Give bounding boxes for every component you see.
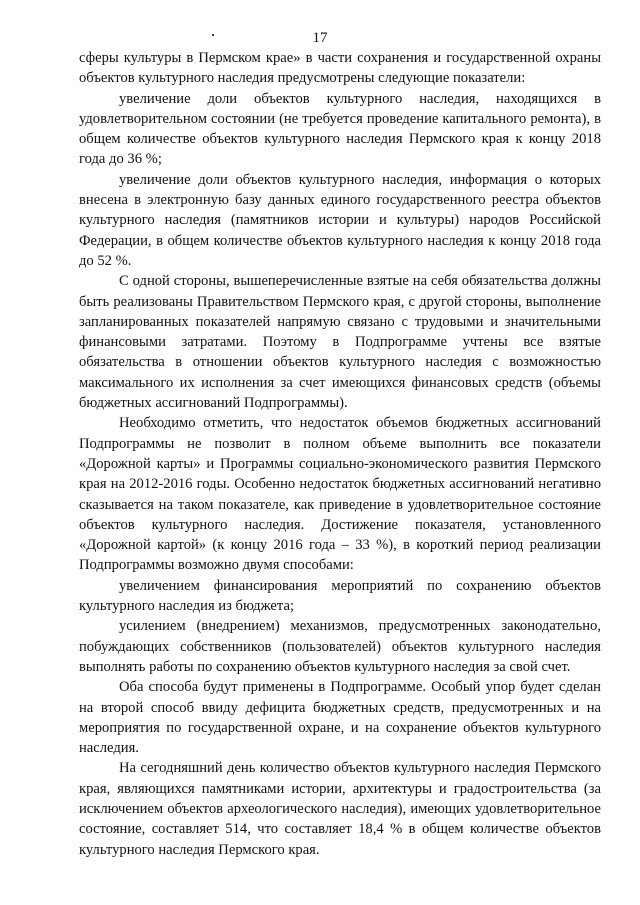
paragraph-indicator-1: увеличение доли объектов культурного наследия, находящихся в удовлетворительном состоянии (не требуется проведение капитального ремонта), в общем количестве объектов культурного наследия Пермского края к концу 2018 года до 36 %; [79,90,601,168]
document-body [79,48,601,860]
page-number: 17 [312,30,328,46]
paragraph-intro: сферы культуры в Пермском крае» в части сохранения и государственной охраны объектов культурного наследия предусмотрены следующие показатели: [79,50,601,87]
paragraph-method-2: усилением (внедрением) механизмов, предусмотренных законодательно, побуждающих собственников (пользователей) объектов культурного наследия выполнять работы по сохранению объектов культурного наследия за свой счет. [79,618,601,675]
paragraph-obligations: С одной стороны, вышеперечисленные взятые на себя обязательства должны быть реализованы Правительством Пермского края, с другой стороны, выполнение запланированных показателей напрямую связано с трудовыми и значительными финансовыми затратами. Поэтому в Подпрограмме учтены все взятые обязательства в отношении объектов культурного наследия с возможностью максимального их исполнения за счет имеющихся финансовых средств (объемы бюджетных ассигнований Подпрограммы). [79,273,601,412]
paragraph-both-methods: Оба способа будут применены в Подпрограмме. Особый упор будет сделан на второй способ ввиду дефицита бюджетных средств, предусмотренных и на мероприятия по государственной охране, и на сохранение объектов культурного наследия. [79,679,601,757]
paragraph-current-status: На сегодняшний день количество объектов культурного наследия Пермского края, являющихся памятниками истории, архитектуры и градостроительства (за исключением объектов археологического наследия), имеющих удовлетворительное состояние, составляет 514, что составляет 18,4 % в общем количестве объектов культурного наследия Пермского края. [79,760,601,858]
paragraph-method-1: увеличением финансирования мероприятий по сохранению объектов культурного наследия из бюджета; [79,577,601,615]
paragraph-indicator-2: увеличение доли объектов культурного наследия, информация о которых внесена в электронную базу данных единого государственного реестра объектов культурного наследия (памятников истории и культуры) народов Российской Федерации, в общем количестве объектов культурного наследия к концу 2018 года до 52 %. [79,171,601,269]
paragraph-budget-shortage: Необходимо отметить, что недостаток объемов бюджетных ассигнований Подпрограммы не позволит в полном объеме выполнить все показатели «Дорожной карты» и Программы социально-экономического развития Пермского края на 2012-2016 годы. Особенно недостаток бюджетных ассигнований негативно сказывается на таком показателе, как приведение в удовлетворительное состояние объектов культурного наследия. Достижение показателя, установленного «Дорожной картой» (к концу 2016 года – 33 %), в короткий период реализации Подпрограммы возможно двумя способами: [79,415,601,574]
